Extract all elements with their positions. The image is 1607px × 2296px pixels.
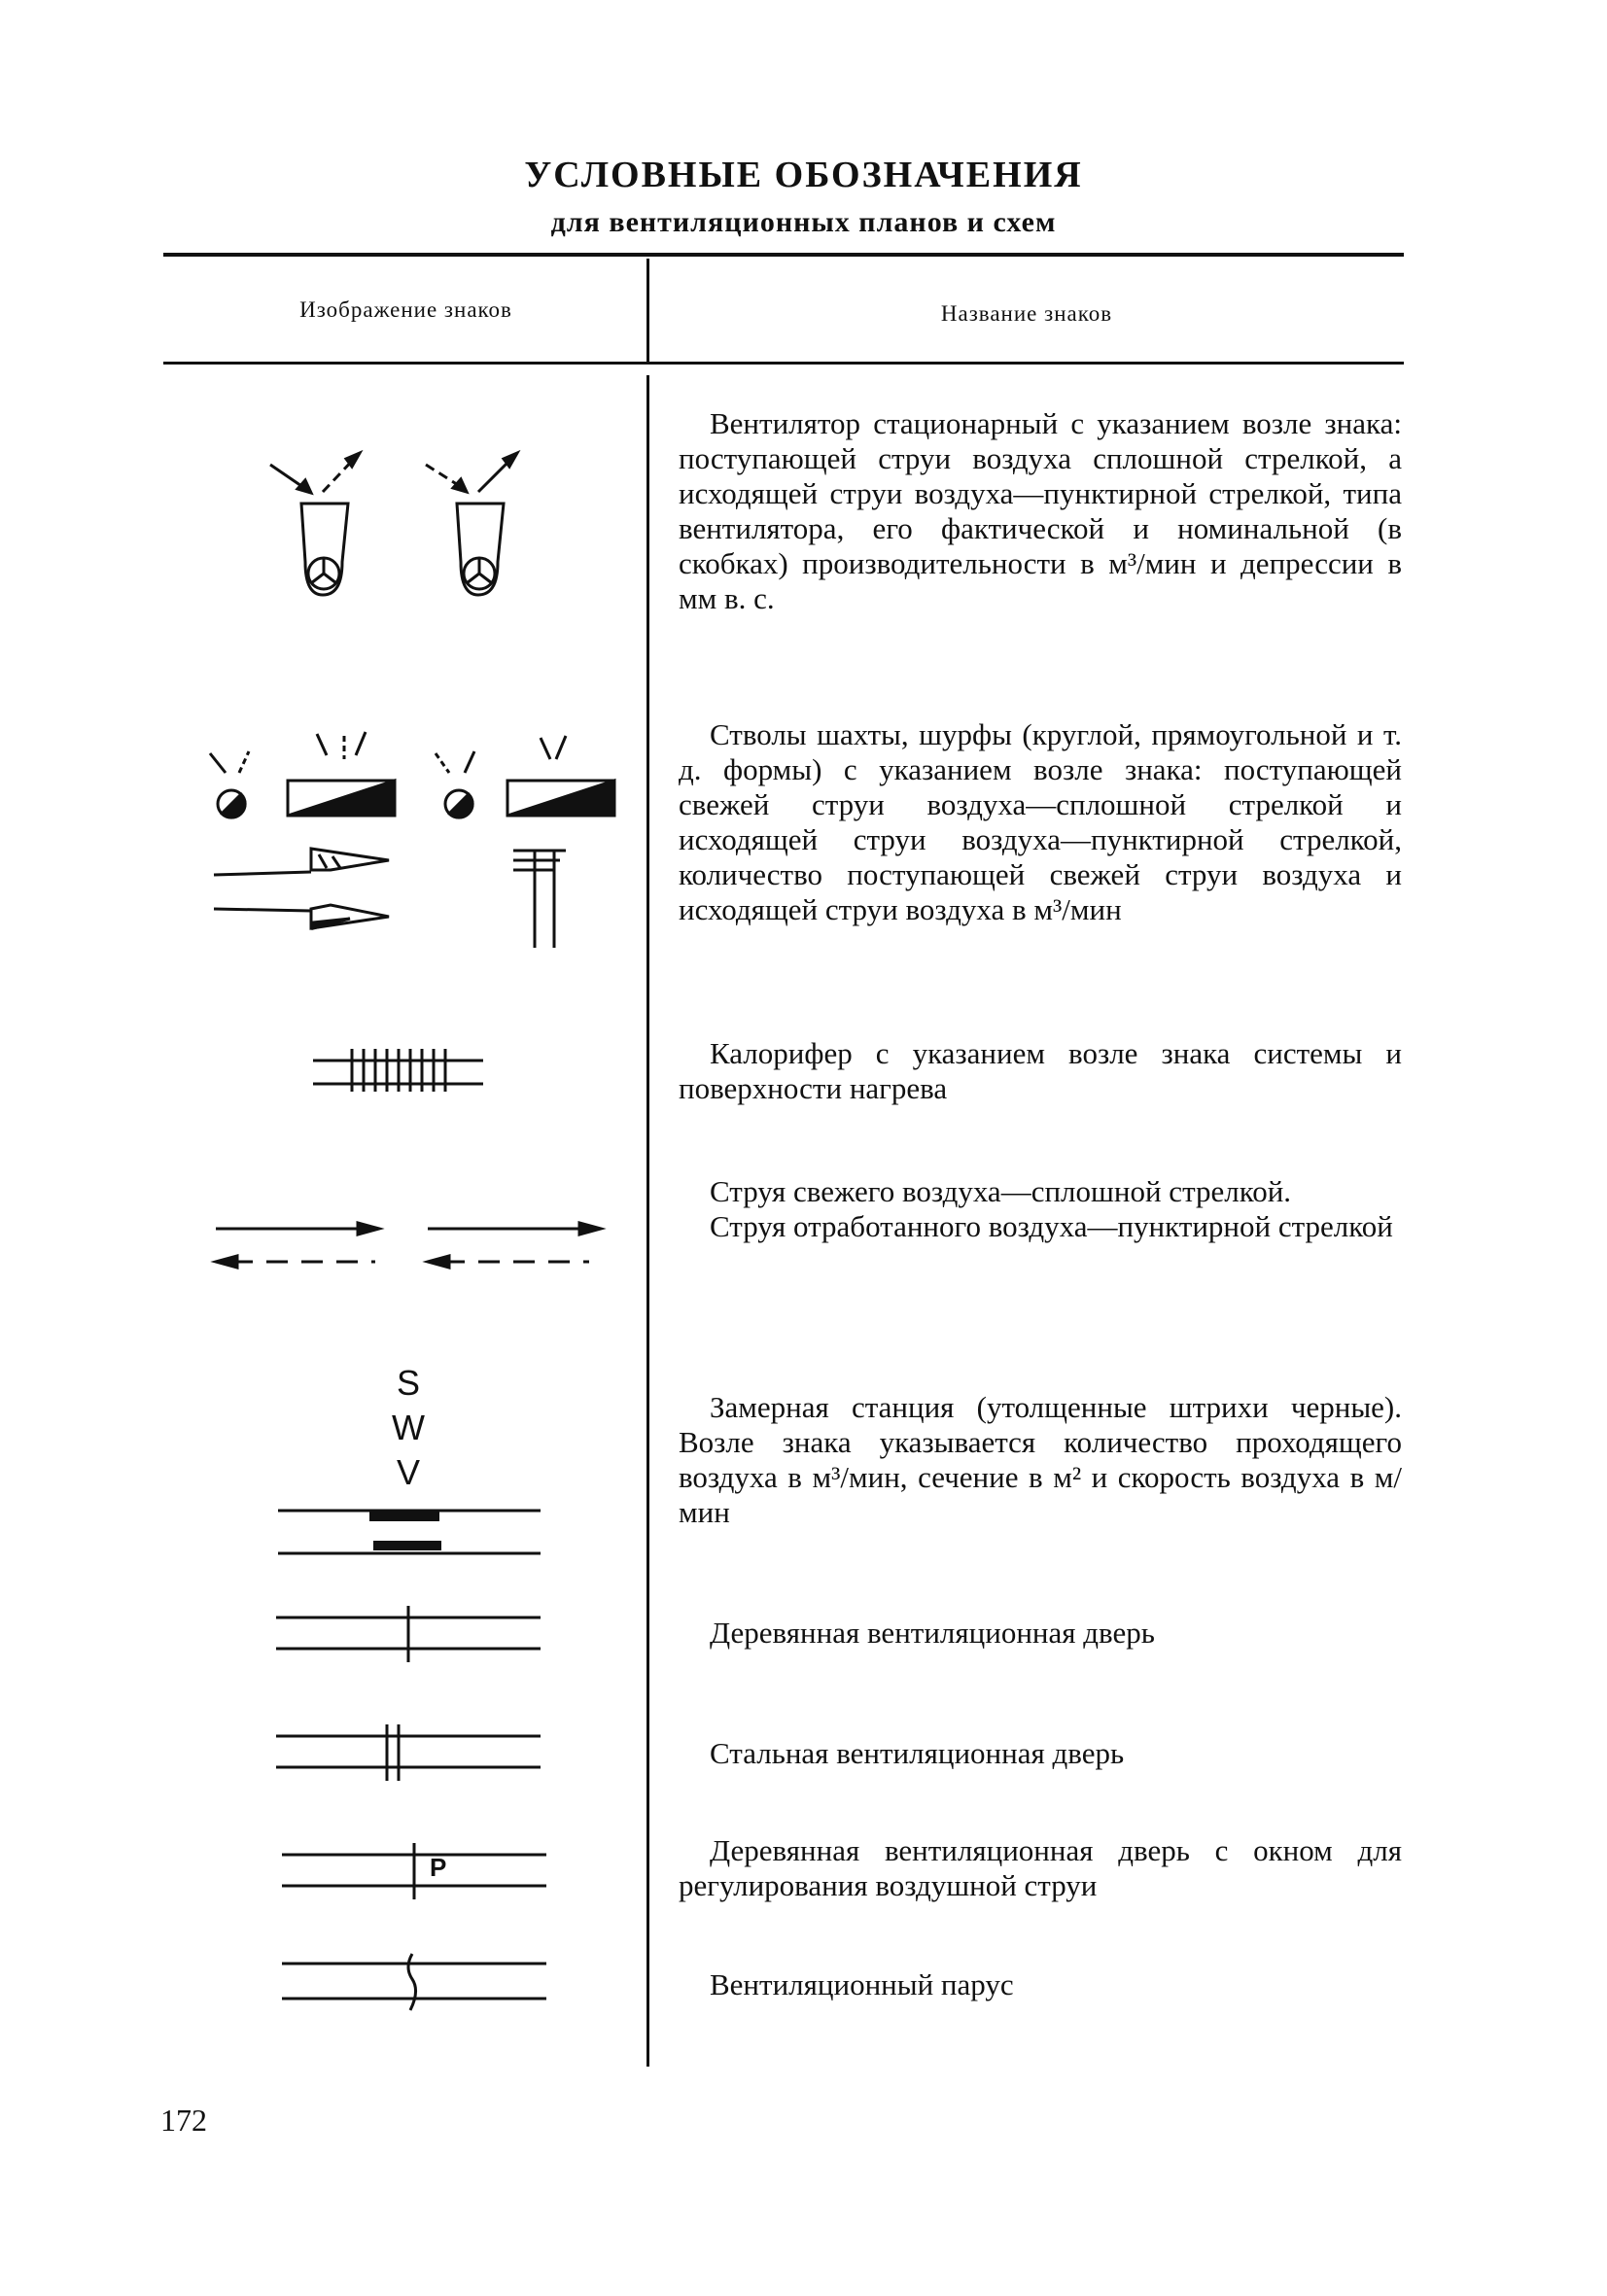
measuring-station-description: Замерная станция (утолщенные штрихи черные). Возле знака указывается количество проходящего воздуха в м³/мин, сечение в м² и скорость воздуха в м/мин — [679, 1390, 1402, 1529]
measure-letter-s: S — [396, 1363, 420, 1403]
shaft-description: Стволы шахты, шурфы (круглой, прямоугольной и т. д. формы) с указанием возле знака: поступающей свежей струи воздуха—сплошной стрелкой и исходящей струи воздуха—пунктирной стрелкой, количество поступающей свежей струи воздуха и исходящей струи воздуха в м³/мин — [679, 717, 1402, 926]
air-stream-symbol — [212, 1215, 601, 1273]
shaft-symbol — [204, 724, 622, 948]
table-header-rule — [163, 362, 1404, 365]
measure-letter-w: W — [392, 1408, 425, 1447]
page-subtitle: для вентиляционных планов и схем — [550, 206, 1057, 238]
wooden-door-description: Деревянная вентиляционная дверь — [710, 1616, 1155, 1650]
air-stream-description: Струя свежего воздуха—сплошной стрелкой. Струя отработанного воздуха—пунктирной стрелкой — [710, 1174, 1393, 1243]
table-top-rule — [163, 253, 1404, 257]
wooden-door-symbol — [276, 1606, 541, 1664]
steel-door-description: Стальная вентиляционная дверь — [710, 1736, 1125, 1770]
heater-symbol — [313, 1045, 483, 1103]
page-title: УСЛОВНЫЕ ОБОЗНАЧЕНИЯ — [524, 155, 1083, 195]
regulator-door-description: Деревянная вентиляционная дверь с окном для регулирования воздушной струи — [679, 1833, 1402, 1902]
measuring-station-symbol — [278, 1505, 541, 1563]
column-divider-body — [646, 375, 649, 2067]
measure-letter-v: V — [396, 1452, 420, 1492]
regulator-door-symbol — [282, 1843, 546, 1901]
column-header-symbols: Изображение знаков — [299, 297, 512, 322]
regulator-label: P — [430, 1853, 447, 1882]
ventilation-sail-symbol — [282, 1954, 546, 2012]
steel-door-symbol — [276, 1724, 541, 1783]
fan-symbol — [262, 447, 554, 617]
ventilation-sail-description: Вентиляционный парус — [710, 1967, 1014, 2001]
page-number: 172 — [160, 2103, 207, 2138]
column-header-names: Название знаков — [940, 301, 1113, 326]
fan-description: Вентилятор стационарный с указанием возле знака: поступающей струи воздуха сплошной стрелкой, а исходящей струи воздуха—пунктирной стрелкой, типа вентилятора, его фактической и номинальной (в скобках) производительности в м³/мин и депрессии в мм в. с. — [679, 406, 1402, 615]
heater-description: Калорифер с указанием возле знака системы и поверхности нагрева — [679, 1036, 1402, 1105]
